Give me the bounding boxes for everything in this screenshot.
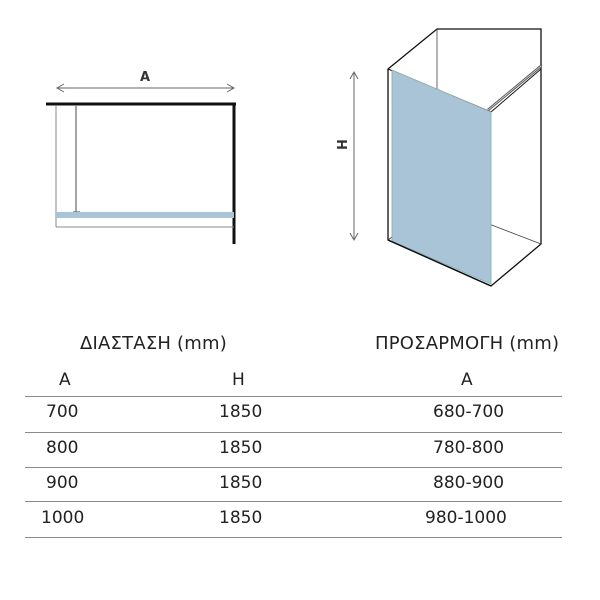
plan-dimension-label: A — [140, 70, 151, 85]
row-1-a: 700 — [46, 402, 79, 422]
column-header-a: A — [59, 370, 71, 390]
row-2-a: 800 — [46, 438, 79, 458]
column-header-h: H — [232, 370, 245, 390]
dimension-heading: ΔΙΑΣΤΑΣΗ (mm) — [80, 333, 227, 354]
table-divider — [25, 467, 562, 468]
table-divider — [25, 501, 562, 502]
row-3-a: 900 — [46, 473, 79, 493]
row-1-fit: 680-700 — [433, 402, 505, 422]
row-3-h: 1850 — [219, 473, 263, 493]
row-3-fit: 880-900 — [433, 473, 505, 493]
row-2-fit: 780-800 — [433, 438, 505, 458]
row-4-h: 1850 — [219, 508, 263, 528]
glass-panel — [392, 70, 491, 284]
table-divider — [25, 537, 562, 538]
plan-view — [46, 84, 236, 244]
height-dimension-label: H — [336, 139, 351, 150]
row-2-h: 1850 — [219, 438, 263, 458]
fitting-heading: ΠΡΟΣΑΡΜΟΓΗ (mm) — [375, 333, 560, 354]
table-divider — [25, 396, 562, 397]
row-4-fit: 980-1000 — [425, 508, 507, 528]
table-divider — [25, 432, 562, 433]
plan-glass-panel — [56, 212, 234, 218]
row-4-a: 1000 — [41, 508, 85, 528]
column-header-fit-a: A — [461, 370, 473, 390]
row-1-h: 1850 — [219, 402, 263, 422]
elevation-view — [350, 29, 541, 286]
